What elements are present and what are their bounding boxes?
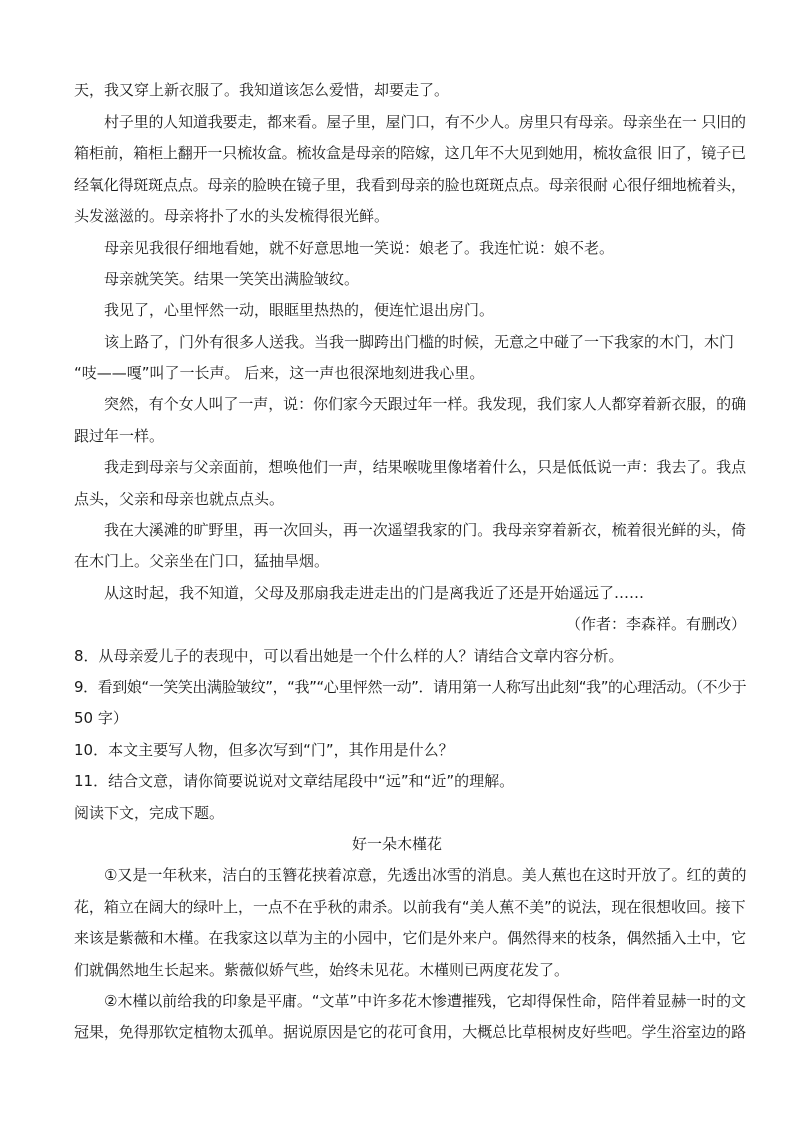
paragraph-line: 我在大溪滩的旷野里，再一次回头，再一次遥望我家的门。我母亲穿着新衣，梳着很光鲜的头，倚 <box>104 521 747 539</box>
article-title: 好一朵木槿花 <box>351 835 442 853</box>
text-line: 天，我又穿上新衣服了。我知道该怎么爱惜，却要走了。 <box>74 81 450 99</box>
text-line: 来该是紫薇和木槿。在我家这以草为主的小园中，它们是外来户。偶然得来的枝条，偶然插入土中，它 <box>74 929 747 947</box>
paragraph-line: ①又是一年秋来，洁白的玉簪花挟着凉意，先透出冰雪的消息。美人蕉也在这时开放了。红的黄的 <box>104 866 747 884</box>
paragraph-line: 突然，有个女人叫了一声，说：你们家今天跟过年一样。我发现，我们家人人都穿着新衣服，的确 <box>104 395 747 413</box>
question-8: 8．从母亲爱儿子的表现中，可以看出她是一个什么样的人？请结合文章内容分析。 <box>74 647 624 665</box>
paragraph-line: 我走到母亲与父亲面前，想唤他们一声，结果喉咙里像堵着什么，只是低低说一声：我去了。我点 <box>104 458 747 476</box>
paragraph-line: 村子里的人知道我要走，都来看。屋子里，屋门口，有不少人。房里只有母亲。母亲坐在一 只旧的 <box>104 113 746 131</box>
question-10: 10．本文主要写人物，但多次写到“门”，其作用是什么？ <box>74 741 454 759</box>
paragraph-line: 从这时起，我不知道，父母及那扇我走进走出的门是离我近了还是开始遥远了…… <box>104 584 645 602</box>
text-line: “吱——嘎”叫了一长声。 后来，这一声也很深地刻进我心里。 <box>74 364 485 382</box>
author-credit: （作者：李森祥。有删改） <box>565 615 746 633</box>
paragraph-line: ②木槿以前给我的印象是平庸。“文革”中许多花木惨遭摧残，它却得保性命，陪伴着显赫一时的文 <box>104 992 746 1010</box>
text-line: 头发滋滋的。母亲将扑了水的头发梳得很光鲜。 <box>74 207 390 225</box>
paragraph-line: 母亲见我很仔细地看她，就不好意思地一笑说：娘老了。我连忙说：娘不老。 <box>104 239 615 257</box>
text-line: 花，箱立在阔大的绿叶上，一点不在乎秋的肃杀。以前我有“美人蕉不美”的说法，现在很想收回。接下 <box>74 898 746 916</box>
text-line: 冠果，免得那钦定植物太孤单。据说原因是它的花可食用，大概总比草根树皮好些吧。学生浴室边的路 <box>74 1023 747 1041</box>
question-11: 11．结合文意，请你简要说说对文章结尾段中“远”和“近”的理解。 <box>74 772 515 790</box>
text-line: 跟过年一样。 <box>74 427 165 445</box>
question-9-cont: 50 字） <box>74 709 128 727</box>
text-line: 们就偶然地生长起来。紫薇似娇气些，始终未见花。木槿则已两度花发了。 <box>74 961 570 979</box>
paragraph-line: 该上路了，门外有很多人送我。当我一脚跨出门槛的时候，无意之中碰了一下我家的木门，木门 <box>104 333 735 351</box>
text-line: 箱柜前，箱柜上翻开一只梳妆盒。梳妆盒是母亲的陪嫁，这几年不大见到她用，梳妆盒很 旧了，镜子已 <box>74 144 746 162</box>
paragraph-line: 母亲就笑笑。结果一笑笑出满脸皱纹。 <box>104 270 360 288</box>
paragraph-line: 我见了，心里怦然一动，眼眶里热热的，便连忙退出房门。 <box>104 301 495 319</box>
text-line: 在木门上。父亲坐在门口，猛抽旱烟。 <box>74 552 330 570</box>
reading-instruction: 阅读下文，完成下题。 <box>74 804 225 822</box>
text-line: 经氧化得斑斑点点。母亲的脸映在镜子里，我看到母亲的脸也斑斑点点。母亲很耐 心很仔细地梳着头， <box>74 176 746 194</box>
question-9: 9．看到娘“一笑笑出满脸皱纹”，“我”“心里怦然一动”．请用第一人称写出此刻“我”的心理活动。（不少于 <box>74 678 747 696</box>
text-line: 点头，父亲和母亲也就点点头。 <box>74 490 285 508</box>
